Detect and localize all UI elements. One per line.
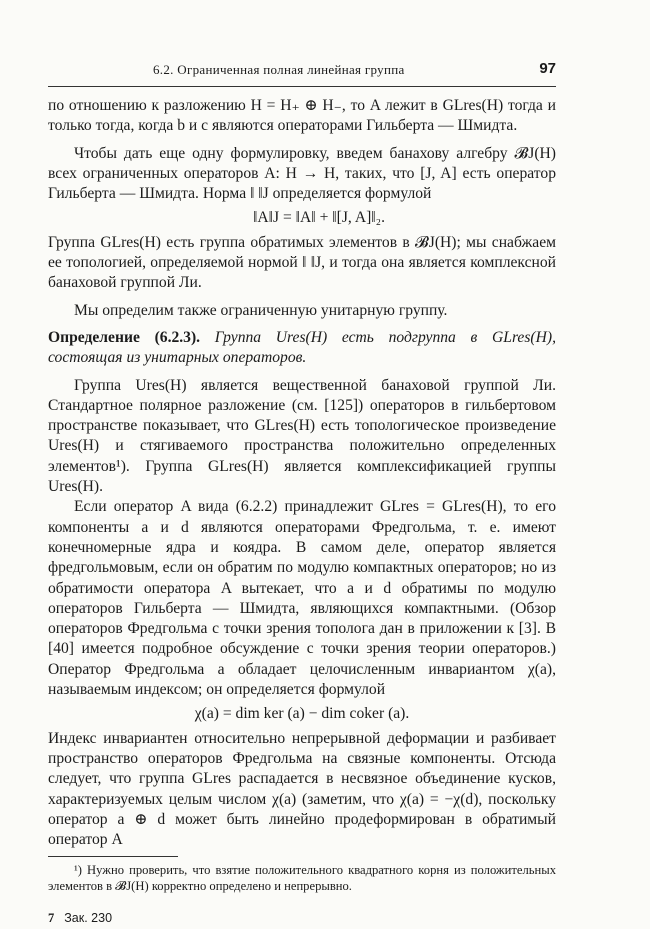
- paragraph: по отношению к разложению H = H₊ ⊕ H₋, то A лежит в GLres(H) тогда и только тогда, когда b и c являются операторами Гильберта — Шмидта.: [48, 97, 556, 135]
- order-number: Зак. 230: [64, 911, 113, 926]
- page-number: 97: [539, 60, 556, 77]
- definition: [48, 328, 556, 369]
- sheet-number: 7: [48, 911, 55, 926]
- footnote: ¹) Нужно проверить, что взятие положительного квадратного корня из положительных элементов в 𝓑J(H) корректно определено и непрерывно.: [48, 863, 556, 894]
- paragraph: Группа GLres(H) есть группа обратимых элементов в 𝓑J(H); мы снабжаем ее топологией, определяемой нормой ‖ ‖J, и тогда она является комплексной банаховой группой Ли.: [48, 233, 556, 292]
- formula-norm: ‖A‖J = ‖A‖ + ‖[J, A]‖₂.: [252, 209, 386, 227]
- paragraph: Мы определим также ограниченную унитарную группу.: [74, 301, 448, 319]
- printer-mark: [48, 908, 556, 928]
- paragraph: Индекс инвариантен относительно непрерывной деформации и разбивает пространство операторов Фредгольма на связные компоненты. Отсюда следует, что группа GLres распадается в несвязное объединение кусков, характеризуемых целым числом χ(a) (заметим, что χ(a) = −χ(d), поскольку оператор a ⊕ d может быть линейно продеформирован в обратимый оператор A: [48, 729, 556, 849]
- header-rule: [48, 86, 556, 87]
- formula-index: χ(a) = dim ker (a) − dim coker (a).: [194, 705, 410, 723]
- paragraph: Чтобы дать еще одну формулировку, введем банахову алгебру 𝓑J(H) всех ограниченных операторов A: H → H, таких, что [J, A] есть оператор Гильберта — Шмидта. Норма ‖ ‖J определяется формулой: [48, 144, 556, 203]
- header-title: 6.2. Ограниченная полная линейная группа: [153, 62, 405, 77]
- definition-label: Определение (6.2.3).: [48, 328, 201, 346]
- footnote-rule: [48, 856, 178, 857]
- page: [48, 60, 556, 926]
- definition-text: Группа Ures(H) есть подгруппа в GLres(H), состоящая из унитарных операторов.: [48, 328, 556, 367]
- main-text: [48, 96, 556, 929]
- paragraph: Если оператор A вида (6.2.2) принадлежит GLres = GLres(H), то его компоненты a и d являются операторами Фредгольма, т. е. имеют конечномерные ядра и коядра. В самом деле, оператор является фредгольмовым, если он обратим по модулю компактных операторов; но из обратимости оператора A вытекает, что a и d обратимы по модулю операторов Гильберта — Шмидта, являющихся компактными. (Обзор операторов Фредгольма с точки зрения тополога дан в приложении к [3]. В [40] имеется подробное обсуждение с точки зрения теории операторов.) Оператор Фредгольма a обладает целочисленным инвариантом χ(a), называемым индексом; он определяется формулой: [48, 498, 556, 699]
- paragraph: Группа Ures(H) является вещественной банаховой группой Ли. Стандартное полярное разложение (см. [125]) операторов в гильбертовом пространстве показывает, что GLres(H) есть топологическое произведение Ures(H) и стягиваемого пространства положительно определенных элементов¹). Группа GLres(H) является комплексификацией группы Ures(H).: [48, 376, 556, 496]
- running-header: [48, 60, 556, 82]
